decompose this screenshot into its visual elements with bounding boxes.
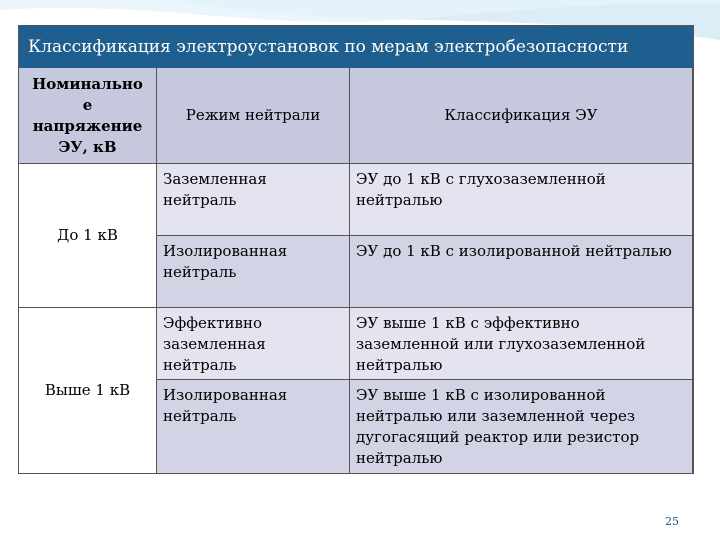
- classification-cell: ЭУ до 1 кВ с глухозаземленной нейтралью: [350, 164, 693, 236]
- classification-cell: ЭУ выше 1 кВ с эффективно заземленной или глухозаземленной нейтралью: [350, 308, 693, 380]
- neutral-cell: Заземленная нейтраль: [157, 164, 350, 236]
- neutral-cell: Изолированная нейтраль: [157, 236, 350, 308]
- classification-cell: ЭУ выше 1 кВ с изолированной нейтралью или заземленной через дугогасящий реактор или резистор нейтралью: [350, 380, 693, 473]
- voltage-cell-above-1kv: Выше 1 кВ: [19, 308, 157, 473]
- header-classification: Классификация ЭУ: [350, 68, 693, 164]
- neutral-cell: Изолированная нейтраль: [157, 380, 350, 473]
- page-number: 25: [665, 515, 679, 528]
- classification-cell: ЭУ до 1 кВ с изолированной нейтралью: [350, 236, 693, 308]
- slide-title: Классификация электроустановок по мерам электробезопасности: [19, 26, 693, 68]
- voltage-cell-up-to-1kv: До 1 кВ: [19, 164, 157, 308]
- header-neutral-mode: Режим нейтрали: [157, 68, 350, 164]
- header-voltage: Номинально е напряжение ЭУ, кВ: [19, 68, 157, 164]
- neutral-cell: Эффективно заземленная нейтраль: [157, 308, 350, 380]
- classification-table: [18, 25, 694, 474]
